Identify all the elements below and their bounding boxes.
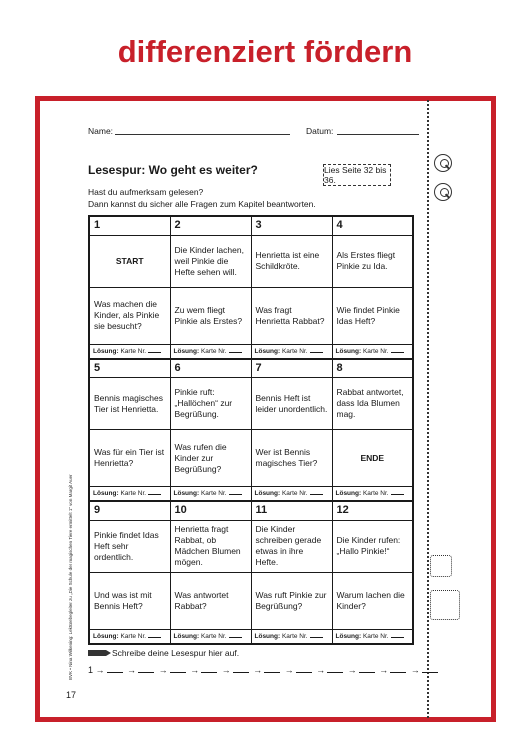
solution-label: Lösung: (173, 632, 200, 640)
card-question: Warum lachen die Kinder? (332, 572, 413, 629)
card-statement: Die Kinder rufen: „Hallo Pinkie!“ (332, 520, 413, 572)
card-statement: Henrietta fragt Rabbat, ob Mädchen Blumen mögen. (170, 520, 251, 572)
card-question: Was machen die Kinder, als Pinkie sie besucht? (89, 287, 170, 344)
name-field[interactable] (115, 134, 290, 135)
card-label: Karte Nr. (281, 632, 308, 640)
pencil-icon (88, 650, 106, 656)
arrow-icon: → (253, 665, 263, 675)
card-number: 8 (332, 359, 413, 378)
solution-label: Lösung: (254, 347, 281, 355)
arrow-icon: → (379, 665, 389, 675)
card-statement: START (89, 235, 170, 287)
card-number: 12 (332, 501, 413, 520)
solution-label: Lösung: (254, 490, 281, 497)
card-number: 9 (89, 501, 170, 520)
intro-line: Hast du aufmerksam gelesen? (88, 187, 204, 197)
card-statement: Die Kinder schreiben gerade etwas in ihre Hefte. (251, 520, 332, 572)
footer-instruction (88, 648, 239, 658)
trail-blank[interactable] (390, 672, 406, 673)
solution-field[interactable] (332, 487, 413, 502)
card-number: 11 (251, 501, 332, 520)
trail-blank[interactable] (107, 672, 123, 673)
trail-blank[interactable] (422, 672, 438, 673)
solution-label: Lösung: (335, 632, 362, 640)
card-statement: Bennis Heft ist leider unordentlich. (251, 378, 332, 430)
trail-blank[interactable] (264, 672, 280, 673)
solution-label: Lösung: (335, 490, 362, 497)
cut-line (427, 100, 429, 718)
intro-line: Dann kannst du sicher alle Fragen zum Kapitel beantworten. (88, 199, 316, 209)
magnifier-icon (434, 183, 452, 201)
page-hint-box: Lies Seite 32 bis 36. (323, 164, 391, 186)
page-header-title: differenziert fördern (117, 34, 413, 69)
card-label: Karte Nr. (362, 632, 389, 640)
card-question: Was antwortet Rabbat? (170, 572, 251, 629)
trail-blank[interactable] (359, 672, 375, 673)
card-label: Karte Nr. (362, 347, 389, 355)
arrow-icon: → (284, 665, 294, 675)
arrow-icon: → (95, 665, 105, 675)
trail-blank[interactable] (296, 672, 312, 673)
solution-field[interactable] (251, 487, 332, 502)
card-statement: Pinkie findet Idas Heft sehr ordentlich. (89, 520, 170, 572)
card-question: ENDE (332, 430, 413, 487)
solution-field[interactable] (170, 344, 251, 359)
solution-label: Lösung: (93, 347, 119, 355)
solution-field[interactable] (332, 629, 413, 644)
card-question: Zu wem fliegt Pinkie als Erstes? (170, 287, 251, 344)
card-number: 10 (170, 501, 251, 520)
solution-field[interactable] (170, 487, 251, 502)
card-label: Karte Nr. (200, 632, 227, 640)
card-statement: Pinkie ruft: „Hallöchen“ zur Begrüßung. (170, 378, 251, 430)
arrow-icon: → (127, 665, 137, 675)
card-question: Was fragt Henrietta Rabbat? (251, 287, 332, 344)
date-label: Datum: (306, 126, 334, 136)
card-label: Karte Nr. (120, 347, 147, 355)
reading-trail-grid (88, 215, 414, 645)
trail-blank[interactable] (233, 672, 249, 673)
card-question: Wie findet Pinkie Idas Heft? (332, 287, 413, 344)
card-label: Karte Nr. (200, 347, 227, 355)
card-label: Karte Nr. (120, 490, 147, 497)
solution-field[interactable] (251, 629, 332, 644)
solution-label: Lösung: (254, 632, 281, 640)
card-statement: Als Erstes fliegt Pinkie zu Ida. (332, 235, 413, 287)
card-number: 2 (170, 216, 251, 235)
arrow-icon: → (410, 665, 420, 675)
arrow-icon: → (347, 665, 357, 675)
solution-label: Lösung: (173, 347, 200, 355)
solution-label: Lösung: (335, 347, 362, 355)
arrow-icon: → (221, 665, 231, 675)
page-title: Lesespur: Wo geht es weiter? (88, 163, 258, 177)
card-statement: Rabbat antwortet, dass Ida Blumen mag. (332, 378, 413, 430)
solution-label: Lösung: (173, 490, 200, 497)
card-question: Wer ist Bennis magisches Tier? (251, 430, 332, 487)
card-question: Was ruft Pinkie zur Begrüßung? (251, 572, 332, 629)
page-number: 17 (66, 690, 77, 700)
solution-field[interactable] (89, 629, 170, 644)
card-question: Und was ist mit Bennis Heft? (89, 572, 170, 629)
solution-field[interactable] (170, 629, 251, 644)
side-credit: BVK • Nina Wilkening: Lektürebegleiter zu „Die Schule der magischen Tiere ermittelt 1“ von Margit Auer (68, 474, 73, 680)
dotted-square-icon (430, 590, 460, 620)
magnifier-icon (434, 154, 452, 172)
dotted-square-icon (430, 555, 452, 577)
intro-text (88, 186, 316, 210)
card-label: Karte Nr. (362, 490, 389, 497)
card-label: Karte Nr. (200, 490, 227, 497)
card-number: 7 (251, 359, 332, 378)
solution-field[interactable] (89, 487, 170, 502)
card-label: Karte Nr. (281, 490, 308, 497)
solution-field[interactable] (89, 344, 170, 359)
arrow-icon: → (158, 665, 168, 675)
card-number: 4 (332, 216, 413, 235)
card-number: 1 (89, 216, 170, 235)
solution-field[interactable] (251, 344, 332, 359)
solution-label: Lösung: (93, 632, 119, 640)
arrow-icon: → (316, 665, 326, 675)
trail-answer-line[interactable] (88, 665, 440, 675)
trail-start: 1 (88, 665, 94, 675)
trail-blank[interactable] (327, 672, 343, 673)
name-label: Name: (88, 126, 114, 136)
card-statement: Bennis magisches Tier ist Henrietta. (89, 378, 170, 430)
footer-instruction-text: Schreibe deine Lesespur hier auf. (112, 648, 240, 658)
solution-label: Lösung: (93, 490, 119, 497)
card-number: 3 (251, 216, 332, 235)
trail-blank[interactable] (138, 672, 154, 673)
card-statement: Die Kinder lachen, weil Pinkie die Hefte sehen will. (170, 235, 251, 287)
card-number: 5 (89, 359, 170, 378)
trail-blank[interactable] (170, 672, 186, 673)
card-label: Karte Nr. (120, 632, 147, 640)
solution-field[interactable] (332, 344, 413, 359)
date-row (306, 126, 333, 136)
card-statement: Henrietta ist eine Schildkröte. (251, 235, 332, 287)
name-row (88, 126, 113, 136)
date-field[interactable] (337, 134, 419, 135)
arrow-icon: → (190, 665, 200, 675)
card-question: Was für ein Tier ist Henrietta? (89, 430, 170, 487)
card-number: 6 (170, 359, 251, 378)
card-question: Was rufen die Kinder zur Begrüßung? (170, 430, 251, 487)
trail-blank[interactable] (201, 672, 217, 673)
card-label: Karte Nr. (281, 347, 308, 355)
